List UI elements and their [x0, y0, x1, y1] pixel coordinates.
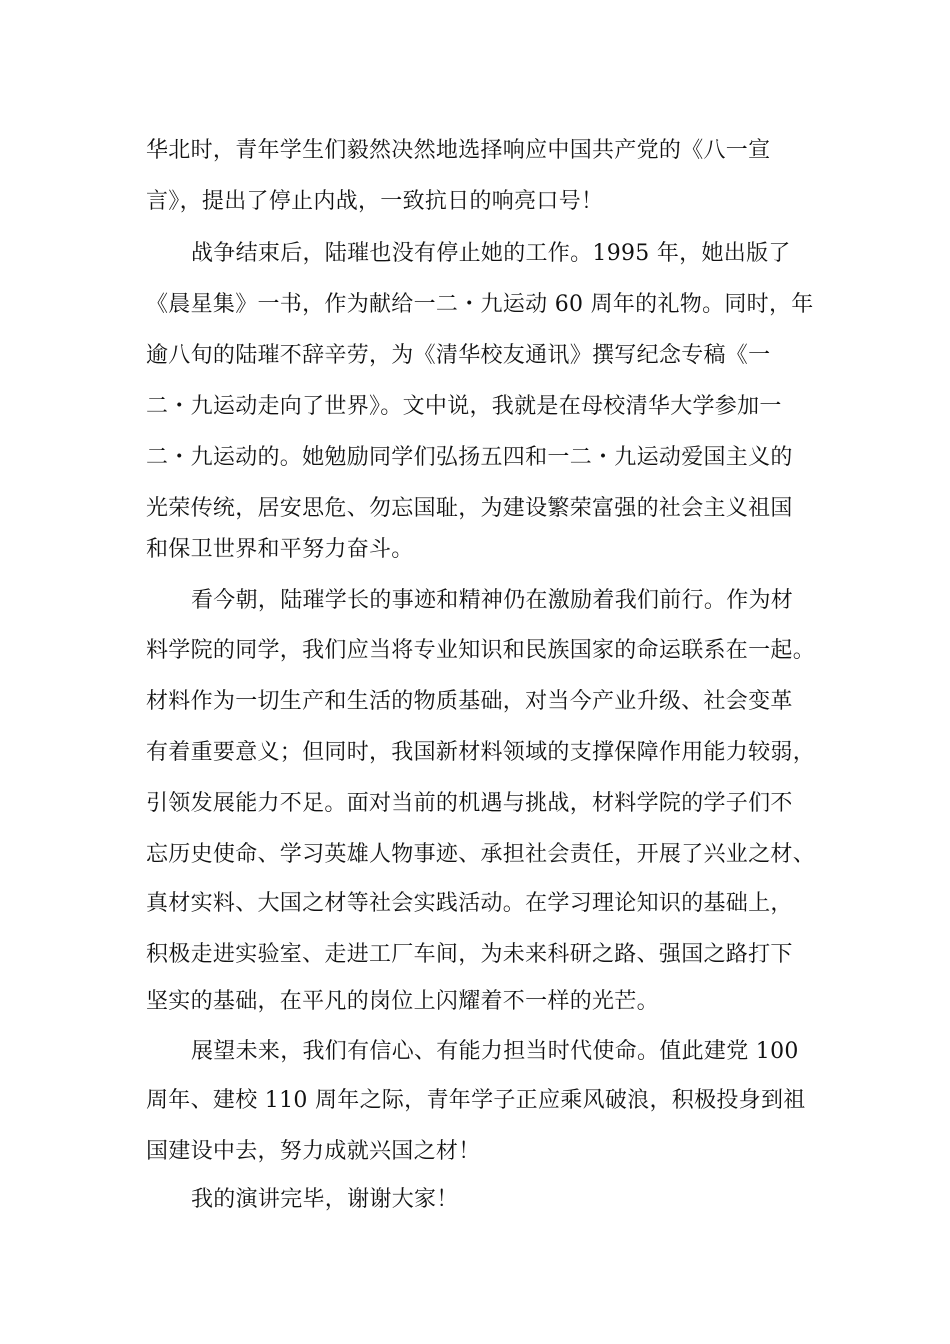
text-line: 国建设中去，努力成就兴国之材！ [146, 1139, 481, 1164]
text-line: 坚实的基础，在平凡的岗位上闪耀着不一样的光芒。 [146, 989, 659, 1014]
closing-line: 我的演讲完毕，谢谢大家！ [191, 1187, 459, 1212]
text-line: 二・九运动走向了世界》。文中说，我就是在母校清华大学参加一 [146, 394, 782, 419]
text-line: 逾八旬的陆璀不辞辛劳，为《清华校友通讯》撰写纪念专稿《一 [146, 343, 771, 368]
paragraph-start-line: 战争结束后，陆璀也没有停止她的工作。1995 年，她出版了 [191, 241, 791, 266]
text-line: 二・九运动的。她勉励同学们弘扬五四和一二・九运动爱国主义的 [146, 445, 793, 470]
text-line: 引领发展能力不足。面对当前的机遇与挑战，材料学院的学子们不 [146, 791, 793, 816]
text-line: 积极走进实验室、走进工厂车间，为未来科研之路、强国之路打下 [146, 942, 793, 967]
text-line: 华北时，青年学生们毅然决然地选择响应中国共产党的《八一宣 [146, 138, 771, 163]
text-line: 料学院的同学，我们应当将专业知识和民族国家的命运联系在一起。 [146, 638, 816, 663]
text-line: 真材实料、大国之材等社会实践活动。在学习理论知识的基础上， [146, 891, 793, 916]
text-line: 忘历史使命、学习英雄人物事迹、承担社会责任，开展了兴业之材、 [146, 842, 816, 867]
text-line: 周年、建校 110 周年之际，青年学子正应乘风破浪，积极投身到祖 [146, 1088, 806, 1113]
paragraph-start-line: 展望未来，我们有信心、有能力担当时代使命。值此建党 100 [191, 1039, 799, 1064]
text-line: 《晨星集》一书，作为献给一二・九运动 60 周年的礼物。同时，年 [146, 292, 814, 317]
text-line: 有着重要意义；但同时，我国新材料领域的支撑保障作用能力较弱， [146, 740, 816, 765]
paragraph-start-line: 看今朝，陆璀学长的事迹和精神仍在激励着我们前行。作为材 [191, 588, 794, 613]
text-line: 材料作为一切生产和生活的物质基础，对当今产业升级、社会变革 [146, 689, 793, 714]
text-line: 和保卫世界和平努力奋斗。 [146, 537, 414, 562]
text-line: 言》，提出了停止内战，一致抗日的响亮口号！ [146, 189, 604, 214]
text-line: 光荣传统，居安思危、勿忘国耻，为建设繁荣富强的社会主义祖国 [146, 496, 793, 521]
